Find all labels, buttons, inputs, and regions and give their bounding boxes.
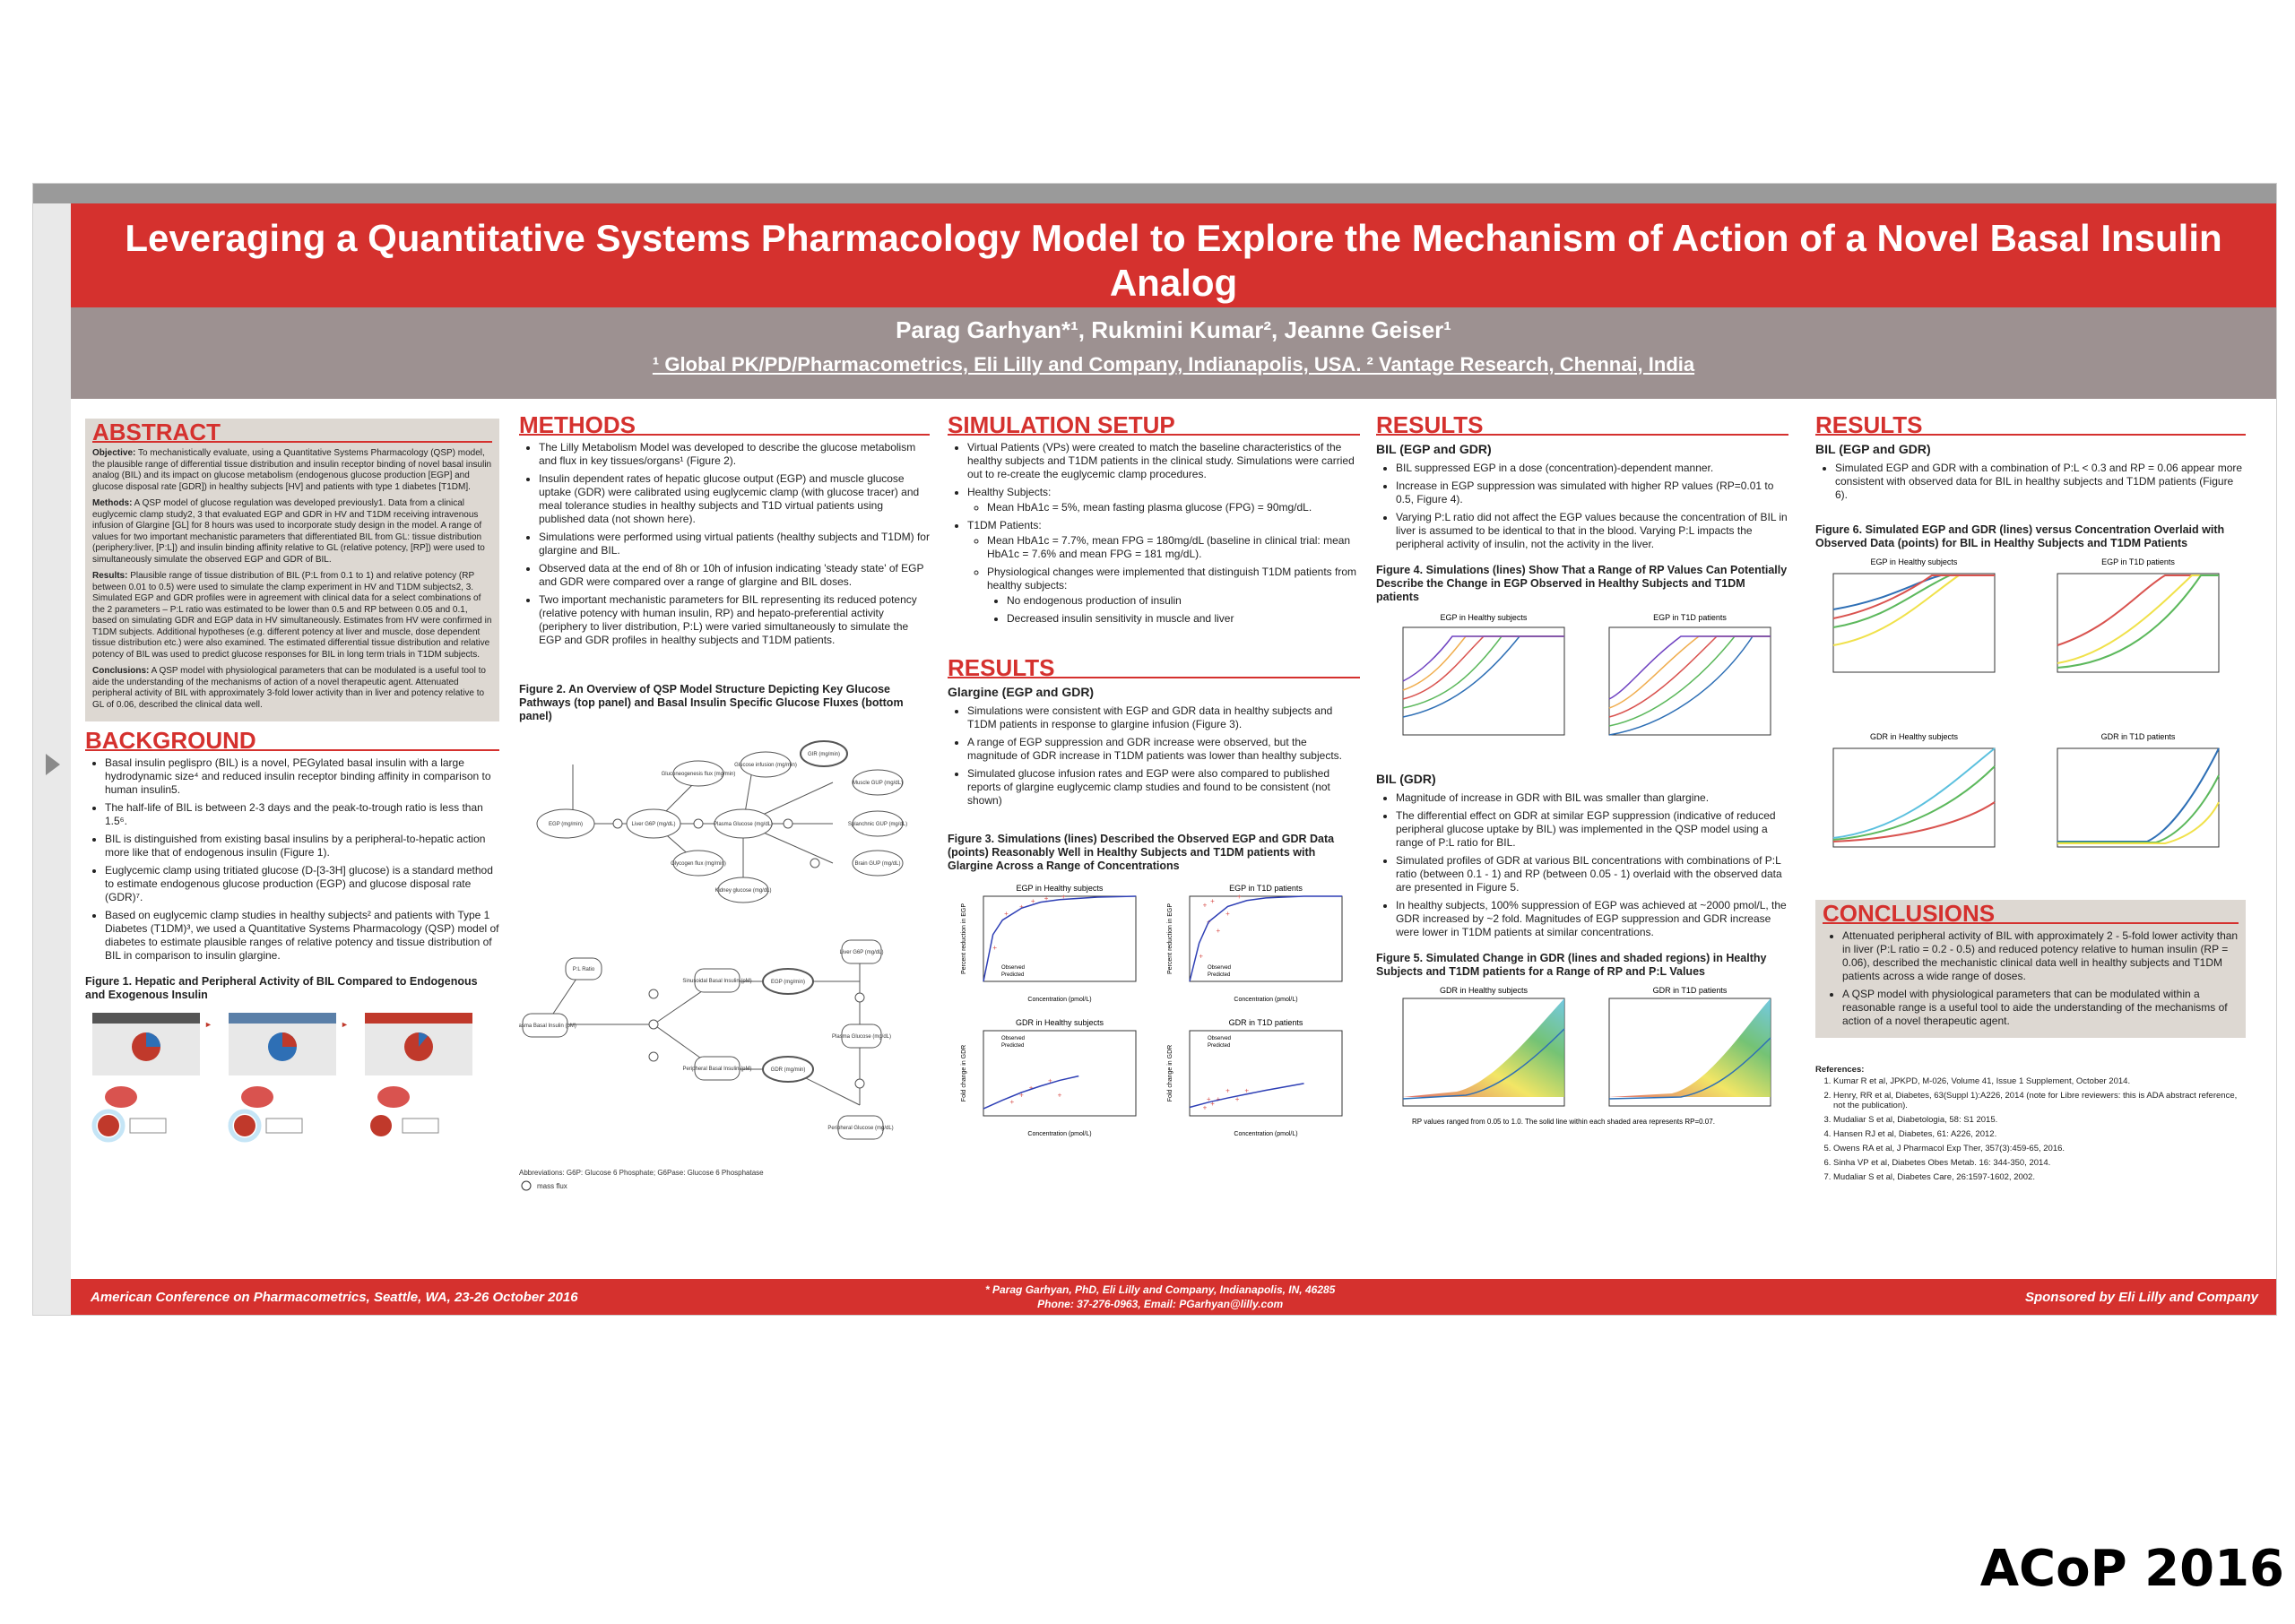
figure-4-charts <box>1376 609 1788 762</box>
label: Conclusions: <box>92 666 150 676</box>
fig6-panel <box>1833 732 1995 847</box>
observed-point: + <box>1236 893 1242 901</box>
list-item: 5. Owens RA et al, J Pharmacol Exp Ther, 357(3):459-65, 2016. <box>1833 1144 2246 1153</box>
panel-title: EGP in Healthy subjects <box>1870 557 1958 566</box>
y-axis-label: Fold change in GDR <box>961 1044 967 1102</box>
text: Healthy Subjects: <box>967 486 1052 498</box>
contact-line: Phone: 37-276-0963, Email: PGarhyan@lilly.com <box>1037 1298 1284 1310</box>
simulation-list <box>948 441 1360 626</box>
sub-list <box>967 501 1360 514</box>
mass-flux-legend: mass flux <box>537 1182 567 1190</box>
text: Physiological changes were implemented that distinguish T1DM patients from healthy subjects: <box>987 566 1356 592</box>
poster <box>32 183 2277 1316</box>
predicted-line <box>983 1076 1078 1109</box>
list-item: • Two important mechanistic parameters for BIL representing its reduced potency (relative potency with human insulin, RP) and hepato-preferential activity (periphery to liver distribution, P:L) were varied simultaneously to simulate the EGP and GDR profiles in healthy subjects and T1DM patients. <box>539 593 930 647</box>
results-2-heading: RESULTS <box>1376 419 1788 436</box>
fig4-panel-healthy <box>1403 613 1564 735</box>
observed-point: + <box>1202 901 1208 910</box>
footer-conference: American Conference on Pharmacometrics, Seattle, WA, 23-26 October 2016 <box>91 1290 578 1305</box>
observed-point: + <box>1057 1091 1062 1100</box>
panel-title: GDR in T1D patients <box>1652 986 1728 995</box>
node-label: Peripheral Basal Insulin (pM) <box>682 1067 752 1072</box>
fig5-panel-t1d <box>1609 986 1771 1106</box>
figure-4-caption: Figure 4. Simulations (lines) Show That a Range of RP Values Can Potentially Describe the Change in EGP Observed in Healthy Subjects and T1DM patients <box>1376 564 1788 603</box>
results-1-heading: RESULTS <box>948 661 1360 678</box>
node-label: Peripheral Glucose (mg/dL) <box>827 1126 894 1131</box>
figure-1-graphic <box>85 1007 498 1151</box>
fig3-panel <box>961 884 1136 1003</box>
figure-5-charts <box>1376 984 1788 1127</box>
list-item: • Insulin dependent rates of hepatic glucose output (EGP) and muscle glucose uptake (GDR) were calibrated using euglycemic clamp (with glucose tracer) and meal tolerance studies in healthy subjects and T1D virtual patients using published data (not shown here). <box>539 472 930 526</box>
figure-2-caption: Figure 2. An Overview of QSP Model Structure Depicting Key Glucose Pathways (top panel) and Basal Insulin Specific Glucose Fluxes (bottom panel) <box>519 683 904 722</box>
results-1-subheading: Glargine (EGP and GDR) <box>948 685 1095 699</box>
panel-title: EGP in Healthy subjects <box>1440 613 1528 622</box>
node-label: Kidney glucose (mg/dL) <box>714 888 772 894</box>
footer-contact <box>985 1283 1335 1311</box>
observed-point: + <box>1216 1095 1221 1103</box>
list-item <box>967 441 1360 481</box>
list-item: • Simulations were consistent with EGP and GDR data in healthy subjects and T1DM patients in response to glargine infusion (Figure 3). <box>967 704 1360 731</box>
observed-point: + <box>1202 1103 1208 1112</box>
figure-5-note: RP values ranged from 0.05 to 1.0. The solid line within each shaded area represents RP=0.07. <box>1412 1118 1715 1126</box>
column-5 <box>1815 411 2246 1187</box>
chart-title: EGP in T1D patients <box>1229 884 1303 893</box>
observed-point: + <box>1019 903 1024 911</box>
figure-5-caption: Figure 5. Simulated Change in GDR (lines and shaded regions) in Healthy Subjects and T1DM patients for a Range of RP and P:L Values <box>1376 952 1767 978</box>
figure-3-charts <box>948 878 1360 1147</box>
background-heading: BACKGROUND <box>85 734 499 751</box>
observed-point: + <box>1004 910 1009 918</box>
list-item: • Decreased insulin sensitivity in muscle and liver <box>1007 612 1360 626</box>
figure-3-svg <box>948 878 1360 1147</box>
y-axis-label: Fold change in GDR <box>1167 1044 1173 1102</box>
x-axis-label: Concentration (pmol/L) <box>1234 1131 1298 1137</box>
node-label: P:L Ratio <box>572 967 595 972</box>
list-item: • The Lilly Metabolism Model was developed to describe the glucose metabolism and flux in key tissues/organs¹ (Figure 2). <box>539 441 930 468</box>
label: Results: <box>92 571 128 581</box>
node-label: Gluconeogenesis flux (mg/min) <box>661 772 736 777</box>
chart-title: GDR in Healthy subjects <box>1015 1018 1104 1027</box>
fig1-panel <box>92 1013 200 1140</box>
author-bar <box>71 307 2276 399</box>
node-label: Plasma Glucose (mg/dL) <box>831 1034 892 1040</box>
fig1-panel <box>365 1013 472 1136</box>
text: To mechanistically evaluate, using a Quantitative Systems Pharmacology (QSP) model, the plausible range of differential tissue distribution and insulin receptor binding of novel basal insulin analog (BIL) and its impact on glucose metabolism (endogenous glucose production [EGP] and glucose disposal rate [GDR]) in healthy subjects [HV] and patients with type 1 diabetes [T1DM]. <box>92 448 492 492</box>
figure-3-caption: Figure 3. Simulations (lines) Described the Observed EGP and GDR Data (points) Reasonably Well in Healthy Subjects and T1DM patients with Glargine Across a Range of Concentrations <box>948 833 1335 872</box>
methods-heading: METHODS <box>519 419 930 436</box>
fig3-panel <box>1167 1018 1342 1137</box>
background-list <box>85 756 499 963</box>
methods-list <box>519 441 930 647</box>
list-item <box>967 519 1360 626</box>
legend-entry: Observed <box>1208 965 1232 971</box>
contact-line: * Parag Garhyan, PhD, Eli Lilly and Company, Indianapolis, IN, 46285 <box>985 1283 1336 1296</box>
node-label: EGP (mg/min) <box>549 822 583 827</box>
legend-entry: Predicted <box>1208 972 1231 978</box>
x-axis-label: Concentration (pmol/L) <box>1234 997 1298 1003</box>
list-item: • Euglycemic clamp using tritiated glucose (D-[3-3H] glucose) is a standard method to estimate endogenous glucose production (EGP) and glucose disposal rate (GDR)⁷. <box>105 864 499 904</box>
list-item <box>987 566 1360 626</box>
results-1-list <box>948 704 1360 808</box>
node-label: EGP (mg/min) <box>771 980 805 985</box>
text: Plausible range of tissue distribution of BIL (P:L from 0.1 to 1) and relative potency (RP between 0.01 to 0.5) were used to simulate the clamp experiment in HV and T1DM subjects2, 3. Simulated EGP and GDR profiles were in agreement with clinical data for a select combinations of the 2 parameters – P:L ratio was estimated to be lower than 0.5 and RP between 0.05 and 0.1, based on simulating GDR and EGP data in HV simultaneously. Estimates from HV were confirmed in T1DM subjects. Additional hypotheses (e.g. different potency at liver and muscle, dose dependent tissue distribution etc.) were also examined. The estimated differential tissue distribution and relative potency of BIL was used to predict glucose responses for BIL in long term trials in T1DM subjects. <box>92 571 492 660</box>
text: A QSP model with physiological parameters that can be modulated is a useful tool to aide the understanding of the mechanisms of action of a novel therapeutic agent. Attenuated peripheral activity of BIL with approximately 3-fold lower activity than in liver and potency relative to GL of 0.06, described the clinical data well. <box>92 666 486 710</box>
list-item: • Attenuated peripheral activity of BIL with approximately 2 - 5-fold lower activity than in liver (P:L ratio = 0.2 - 0.5) and reduced potency relative to human insulin (RP = 0.06), described the mechanistic clinical data well in healthy subjects and T1DM patients across a wide range of doses. <box>1842 929 2239 983</box>
figure-6-charts <box>1815 556 2246 896</box>
node-label: Liver G6P (mg/dL) <box>631 822 676 827</box>
list-item: 3. Mudaliar S et al, Diabetologia, 58: S1 2015. <box>1833 1115 2246 1125</box>
label: Methods: <box>92 498 133 508</box>
panel-title: EGP in T1D patients <box>1653 613 1727 622</box>
background-section <box>85 727 499 1154</box>
observed-point: + <box>1234 1095 1240 1103</box>
references <box>1815 1065 2246 1182</box>
play-icon[interactable] <box>46 754 60 775</box>
panel-title: EGP in T1D patients <box>2101 557 2175 566</box>
x-axis-label: Concentration (pmol/L) <box>1027 997 1092 1003</box>
list-item: • BIL suppressed EGP in a dose (concentration)-dependent manner. <box>1396 462 1788 475</box>
observed-point: + <box>1048 1076 1052 1085</box>
list-item: • Simulated EGP and GDR with a combination of P:L < 0.3 and RP = 0.06 appear more consistent with observed data for BIL in healthy subjects and T1DM patients (Figure 6). <box>1835 462 2246 502</box>
node-label: Muscle GUP (mg/dL) <box>853 781 903 786</box>
abstract-heading: ABSTRACT <box>92 426 492 443</box>
observed-point: + <box>1206 918 1211 927</box>
legend-entry: Predicted <box>1001 972 1025 978</box>
text: A QSP model of glucose regulation was developed previously1. Data from a clinical euglycemic clamp study2, 3 that evaluated EGP and GDR in HV and T1DM receiving intravenous infusion of Glargine [GL] for 8 hours was used to incorporate study design in the model. A range of values for two important mechanistic parameters that differentiated BIL from GL: tissue distribution (periphery:liver, [P:L]) and insulin binding affinity relative to GL (relative potency, [RP]) were used to simultaneously simulate the observed EGP and GDR of BIL. <box>92 498 485 565</box>
list-item: • Observed data at the end of 8h or 10h of infusion indicating 'steady state' of EGP and GDR were compared over a range of glargine and BIL doses. <box>539 562 930 589</box>
list-item <box>967 486 1360 514</box>
fig3-panel <box>1167 884 1342 1003</box>
references-list <box>1815 1076 2246 1182</box>
column-1 <box>85 419 499 1154</box>
list-item: • Simulated profiles of GDR at various BIL concentrations with combinations of P:L ratio (between 0.1 - 1) and RP (between 0.05 - 1) overlaid with the observed data are presented in Figure 5. <box>1396 854 1788 894</box>
list-item: • Basal insulin peglispro (BIL) is a novel, PEGylated basal insulin with a large hydrodynamic size⁴ and reduced insulin receptor binding affinity in comparison to human insulin5. <box>105 756 499 797</box>
node-label: Sinusoidal Basal Insulin (pM) <box>682 979 752 984</box>
list-item: ◦ Mean HbA1c = 7.7%, mean FPG = 180mg/dL (baseline in clinical trial: mean HbA1c = 7.6% and mean FPG = 181 mg/dL). <box>987 534 1360 561</box>
observed-point: + <box>1199 952 1204 961</box>
list-item: • Magnitude of increase in GDR with BIL was smaller than glargine. <box>1396 791 1788 805</box>
figure-2-diagram <box>519 729 930 1195</box>
fig6-panel <box>1833 557 1995 672</box>
x-axis-label: Concentration (pmol/L) <box>1027 1131 1092 1137</box>
list-item: 4. Hansen RJ et al, Diabetes, 61: A226, 2012. <box>1833 1129 2246 1139</box>
footer-sponsor: Sponsored by Eli Lilly and Company <box>2024 1290 2258 1305</box>
text: Virtual Patients (VPs) were created to match the baseline characteristics of the healthy subjects and T1DM patients in the clinical study. Simulations were carried out to re-create the euglycemic clamp procedures. <box>967 441 1355 480</box>
fig4-panel-t1d <box>1609 613 1771 735</box>
node-label: Splanchnic GUP (mg/dL) <box>847 822 908 827</box>
affiliations: ¹ Global PK/PD/Pharmacometrics, Eli Lilly and Company, Indianapolis, USA. ² Vantage Research, Chennai, India <box>652 353 1695 376</box>
list-item: ◦ Mean HbA1c = 5%, mean fasting plasma glucose (FPG) = 90mg/dL. <box>987 501 1360 514</box>
observed-point: + <box>1206 1095 1211 1103</box>
list-item: 2. Henry, RR et al, Diabetes, 63(Suppl 1):A226, 2014 (note for Libre reviewers: this is ADA abstract reference, not the publication). <box>1833 1091 2246 1110</box>
node-label: Brain GUP (mg/dL) <box>854 861 901 867</box>
chart-title: GDR in T1D patients <box>1228 1018 1303 1027</box>
list-item: 7. Mudaliar S et al, Diabetes Care, 26:1597-1602, 2002. <box>1833 1172 2246 1182</box>
observed-point: + <box>1225 910 1230 918</box>
abstract-results <box>92 571 492 661</box>
legend-entry: Observed <box>1208 1036 1232 1041</box>
list-item: • BIL is distinguished from existing basal insulins by a peripheral-to-hepatic action more like that of endogenous insulin (Figure 1). <box>105 833 499 860</box>
list-item: 1. Kumar R et al, JPKPD, M-026, Volume 41, Issue 1 Supplement, October 2014. <box>1833 1076 2246 1086</box>
observed-point: + <box>1244 1086 1250 1095</box>
results-2-gdr-list <box>1376 791 1788 939</box>
node-label: GDR (mg/min) <box>770 1067 806 1073</box>
results-3-heading: RESULTS <box>1815 419 2246 436</box>
legend-entry: Observed <box>1001 965 1026 971</box>
viewer-left-bar <box>33 203 71 1315</box>
y-axis-label: Percent reduction in EGP <box>961 903 967 974</box>
results-2-list <box>1376 462 1788 551</box>
panel-title: GDR in Healthy subjects <box>1869 732 1959 741</box>
node-label: Glucose infusion (mg/min) <box>734 763 797 768</box>
svg-text:►: ► <box>204 1020 212 1029</box>
list-item: • The differential effect on GDR at similar EGP suppression (indicative of reduced peripheral glucose uptake by BIL) was implemented in the QSP model using a range of P:L ratio for BIL. <box>1396 809 1788 850</box>
acop-tag: ACoP 2016 <box>1979 1540 2284 1598</box>
references-heading: References: <box>1815 1065 1865 1075</box>
panel-title: GDR in Healthy subjects <box>1439 986 1529 995</box>
observed-point: + <box>1028 1084 1034 1093</box>
svg-text:►: ► <box>341 1020 349 1029</box>
list-item: • No endogenous production of insulin <box>1007 594 1360 608</box>
abstract-section <box>85 419 499 721</box>
node-label: GIR (mg/min) <box>808 752 840 757</box>
list-item: • Varying P:L ratio did not affect the EGP values because the concentration of BIL in liver is assumed to be identical to that in the blood. Varying P:L impacts the peripheral activity of insulin, not the activity in the liver. <box>1396 511 1788 551</box>
sub-sub-list <box>987 594 1360 626</box>
legend-entry: Observed <box>1001 1036 1026 1041</box>
footer <box>71 1279 2276 1315</box>
fig1-panel <box>229 1013 336 1140</box>
conclusions-section <box>1815 900 2246 1038</box>
list-item: • In healthy subjects, 100% suppression of EGP was achieved at ~2000 pmol/L, the GDR increased by ~2 fold. Magnitudes of EGP suppression and GDR increase were lower in T1DM patients at similar concentrations. <box>1396 899 1788 939</box>
panel-title: GDR in T1D patients <box>2100 732 2176 741</box>
observed-point: + <box>1210 896 1215 905</box>
results-3-subheading: BIL (EGP and GDR) <box>1815 442 1931 456</box>
chart-title: EGP in Healthy subjects <box>1016 884 1104 893</box>
column-4 <box>1376 411 1788 1131</box>
fig6-panel <box>2057 732 2219 847</box>
list-item: 6. Sinha VP et al, Diabetes Obes Metab. 16: 344-350, 2014. <box>1833 1158 2246 1168</box>
observed-point: + <box>1061 893 1066 901</box>
list-item: • A range of EGP suppression and GDR increase were observed, but the magnitude of GDR increase in T1DM patients was lower than healthy subjects. <box>967 736 1360 763</box>
column-3 <box>948 411 1360 1147</box>
sub-list <box>967 534 1360 626</box>
text: T1DM Patients: <box>967 519 1042 531</box>
results-2-subheading-gdr: BIL (GDR) <box>1376 772 1436 786</box>
list-item: • Increase in EGP suppression was simulated with higher RP values (RP=0.01 to 0.5, Figure 4). <box>1396 479 1788 506</box>
abstract-objective <box>92 448 492 493</box>
list-item: • Simulated glucose infusion rates and EGP were also compared to published reports of glargine euglycemic clamp studies and found to be consistent (not shown) <box>967 767 1360 808</box>
poster-content <box>71 203 2276 1315</box>
conclusions-list <box>1823 929 2239 1028</box>
observed-point: + <box>1019 1091 1024 1100</box>
observed-point: + <box>1030 896 1035 905</box>
figure-6-caption: Figure 6. Simulated EGP and GDR (lines) versus Concentration Overlaid with Observed Data (points) for BIL in Healthy Subjects and T1DM Patients <box>1815 523 2225 549</box>
fig6-panel <box>2057 557 2219 672</box>
abstract-methods <box>92 498 492 566</box>
observed-point: + <box>1009 1098 1015 1107</box>
fig3-panel <box>961 1018 1136 1137</box>
title-bar <box>71 203 2276 307</box>
observed-point: + <box>992 944 998 952</box>
conclusions-heading: CONCLUSIONS <box>1823 907 2239 924</box>
legend-entry: Predicted <box>1001 1043 1025 1049</box>
list-item: • Based on euglycemic clamp studies in healthy subjects² and patients with Type 1 Diabetes (T1DM)³, we used a Quantitative Systems Pharmacology (QSP) model of diabetes to estimate plausible ranges of relative potency and tissue distribution of BIL in comparison to insulin glargine. <box>105 909 499 963</box>
list-item: • The half-life of BIL is between 2-3 days and the peak-to-trough ratio is less than 1.5⁶. <box>105 801 499 828</box>
figure-1-caption: Figure 1. Hepatic and Peripheral Activity of BIL Compared to Endogenous and Exogenous Insulin <box>85 975 478 1001</box>
node-label: Plasma Basal Insulin (pM) <box>519 1024 576 1029</box>
label: Objective: <box>92 448 136 458</box>
list-item: • Simulations were performed using virtual patients (healthy subjects and T1DM) for glargine and BIL. <box>539 531 930 557</box>
node-label: Liver G6P (mg/dL) <box>839 950 884 955</box>
abstract-conclusions <box>92 666 492 711</box>
observed-point: + <box>1225 1086 1230 1095</box>
y-axis-label: Percent reduction in EGP <box>1167 903 1173 974</box>
observed-point: + <box>1216 927 1221 935</box>
node-label: Plasma Glucose (mg/dL) <box>713 822 774 827</box>
fig5-panel-healthy <box>1403 986 1564 1106</box>
results-2-subheading: BIL (EGP and GDR) <box>1376 442 1492 456</box>
list-item: • A QSP model with physiological parameters that can be modulated within a reasonable range is a useful tool to aide the understanding of the mechanisms of action of a novel therapeutic agent. <box>1842 988 2239 1028</box>
viewer-top-strip <box>33 184 2276 203</box>
node-label: Glycogen flux (mg/min) <box>671 861 726 867</box>
legend-entry: Predicted <box>1208 1043 1231 1049</box>
abbreviations: Abbreviations: G6P: Glucose 6 Phosphate; G6Pase: Glucose 6 Phosphatase <box>519 1169 764 1177</box>
observed-point: + <box>1044 894 1049 903</box>
simulation-heading: SIMULATION SETUP <box>948 419 1360 436</box>
column-2 <box>519 411 930 1198</box>
results-3-list <box>1815 462 2246 502</box>
observed-point: + <box>1210 1099 1215 1108</box>
poster-title: Leveraging a Quantitative Systems Pharmacology Model to Explore the Mechanism of Action of a Novel Basal Insulin Analog <box>125 217 2222 304</box>
authors: Parag Garhyan*¹, Rukmini Kumar², Jeanne Geiser¹ <box>896 316 1451 343</box>
